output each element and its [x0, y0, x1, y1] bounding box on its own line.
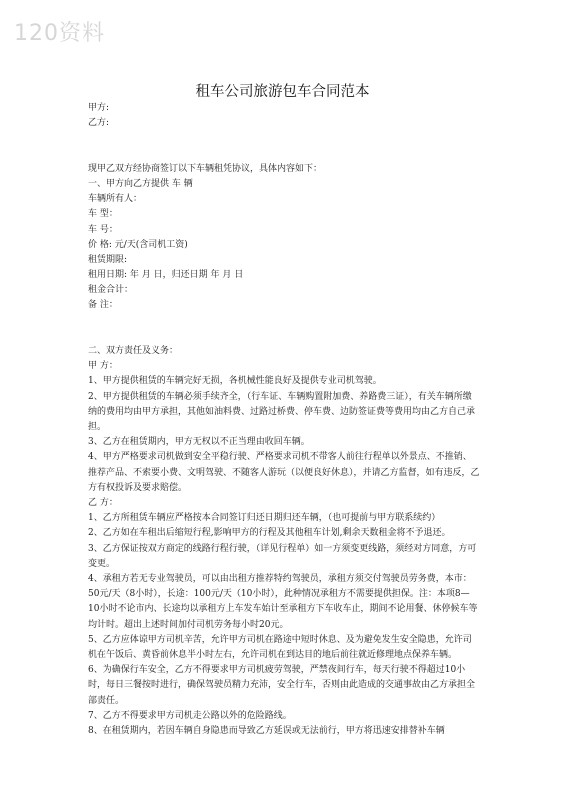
section-one-heading: 一、甲方向乙方提供 车 辆	[88, 178, 193, 189]
section-two-heading: 二、双方责任及义务：	[88, 346, 179, 356]
party-a-clause-4: 4、甲方严格要求司机做到安全平稳行驶、严格要求司机不带客人前往行程单以外景点、不推销、推荐产品、不索要小费、文明驾驶、不随客人游玩（以便良好休息），并请乙方监督，如有违反，乙方有权投诉及要求赔偿。	[88, 452, 480, 493]
document-body	[88, 101, 480, 739]
blank-line	[88, 329, 480, 344]
watermark-logo: 120资料	[14, 21, 105, 46]
field-owner: 车辆所有人：	[88, 194, 143, 205]
field-rental-dates: 租用日期: 年 月 日，归还日期 年 月 日	[88, 270, 244, 281]
party-b-clause-2: 2、乙方如在车租出后缩短行程,影响甲方的行程及其他租车计划,剩余天数租金将不予退还。	[88, 528, 451, 539]
field-plate: 车 号：	[88, 224, 118, 235]
field-price: 价 格: 元/天(含司机工资)	[88, 239, 188, 250]
party-b-clause-7: 7、乙方不得要求甲方司机走公路以外的危险路线。	[88, 710, 292, 721]
document-title: 租车公司旅游包车合同范本	[195, 84, 370, 100]
field-remarks: 备 注：	[88, 300, 118, 311]
blank-line	[88, 131, 480, 146]
party-b-duties-heading: 乙 方：	[88, 497, 118, 508]
party-b-clause-3: 3、乙方保证按双方商定的线路行程行驶，（详见行程单）如一方须变更线路，须经对方同意，方可变更。	[88, 543, 477, 569]
party-b-clause-4: 4、承租方若无专业驾驶员，可以由出租方推荐特约驾驶员，承租方须交付驾驶员劳务费，本市：50元/天（8小时），长途：100元/天（10小时），此种情况承租方不需要提供担保。注：本项8—10小时不论市内、长途均以承租方上车发车始计至承租方下车收车止，期间不论用餐、休停候车等均计时。超出上述时间加付司机劳务每小时20元。	[88, 573, 478, 630]
blank-line	[88, 314, 480, 329]
party-b-clause-5: 5、乙方应体谅甲方司机辛苦，允许甲方司机在路途中短时休息、及为避免发生安全隐患，允许司机在午饭后、黄昏前休息半小时左右，允许司机在到达目的地后前往就近修理地点保养车辆。	[88, 634, 472, 660]
field-total-rent: 租金合计：	[88, 285, 134, 296]
party-a-clause-2: 2、甲方提供租赁的车辆必须手续齐全，（行车证、车辆购置附加费、养路费三证），有关车辆所缴纳的费用均由甲方承担，其他如油料费、过路过桥费、停车费、边防签证费等费用均由乙方自己承担。	[88, 391, 476, 432]
field-model: 车 型：	[88, 209, 118, 220]
field-lease-term: 租赁期限:	[88, 254, 128, 265]
party-a-duties-heading: 甲 方：	[88, 361, 118, 372]
party-b-clause-1: 1、乙方所租赁车辆应严格按本合同签订归还日期归还车辆，（也可提前与甲方联系续约）	[88, 513, 441, 524]
party-a-clause-3: 3、乙方在租赁期内，甲方无权以不正当理由收回车辆。	[88, 437, 310, 448]
party-b-clause-8: 8、在租赁期内，若因车辆自身隐患而导致乙方延误或无法前行，甲方将迅速安排替补车辆	[88, 725, 445, 736]
party-b-clause-6: 6、为确保行车安全，乙方不得要求甲方司机疲劳驾驶，严禁夜间行车，每天行驶不得超过10小时，每日三餐按时进行，确保驾驶员精力充沛，安全行车，否则由此造成的交通事故由乙方承担全部责任。	[88, 665, 476, 706]
party-a-clause-1: 1、甲方提供租赁的车辆完好无损，各机械性能良好及提供专业司机驾驶。	[88, 376, 382, 387]
blank-line	[88, 147, 480, 162]
intro-line: 现甲乙双方经协商签订以下车辆租凭协议，具体内容如下：	[88, 163, 323, 174]
party-b-line: 乙方:	[88, 118, 110, 129]
party-a-line: 甲方:	[88, 103, 110, 113]
